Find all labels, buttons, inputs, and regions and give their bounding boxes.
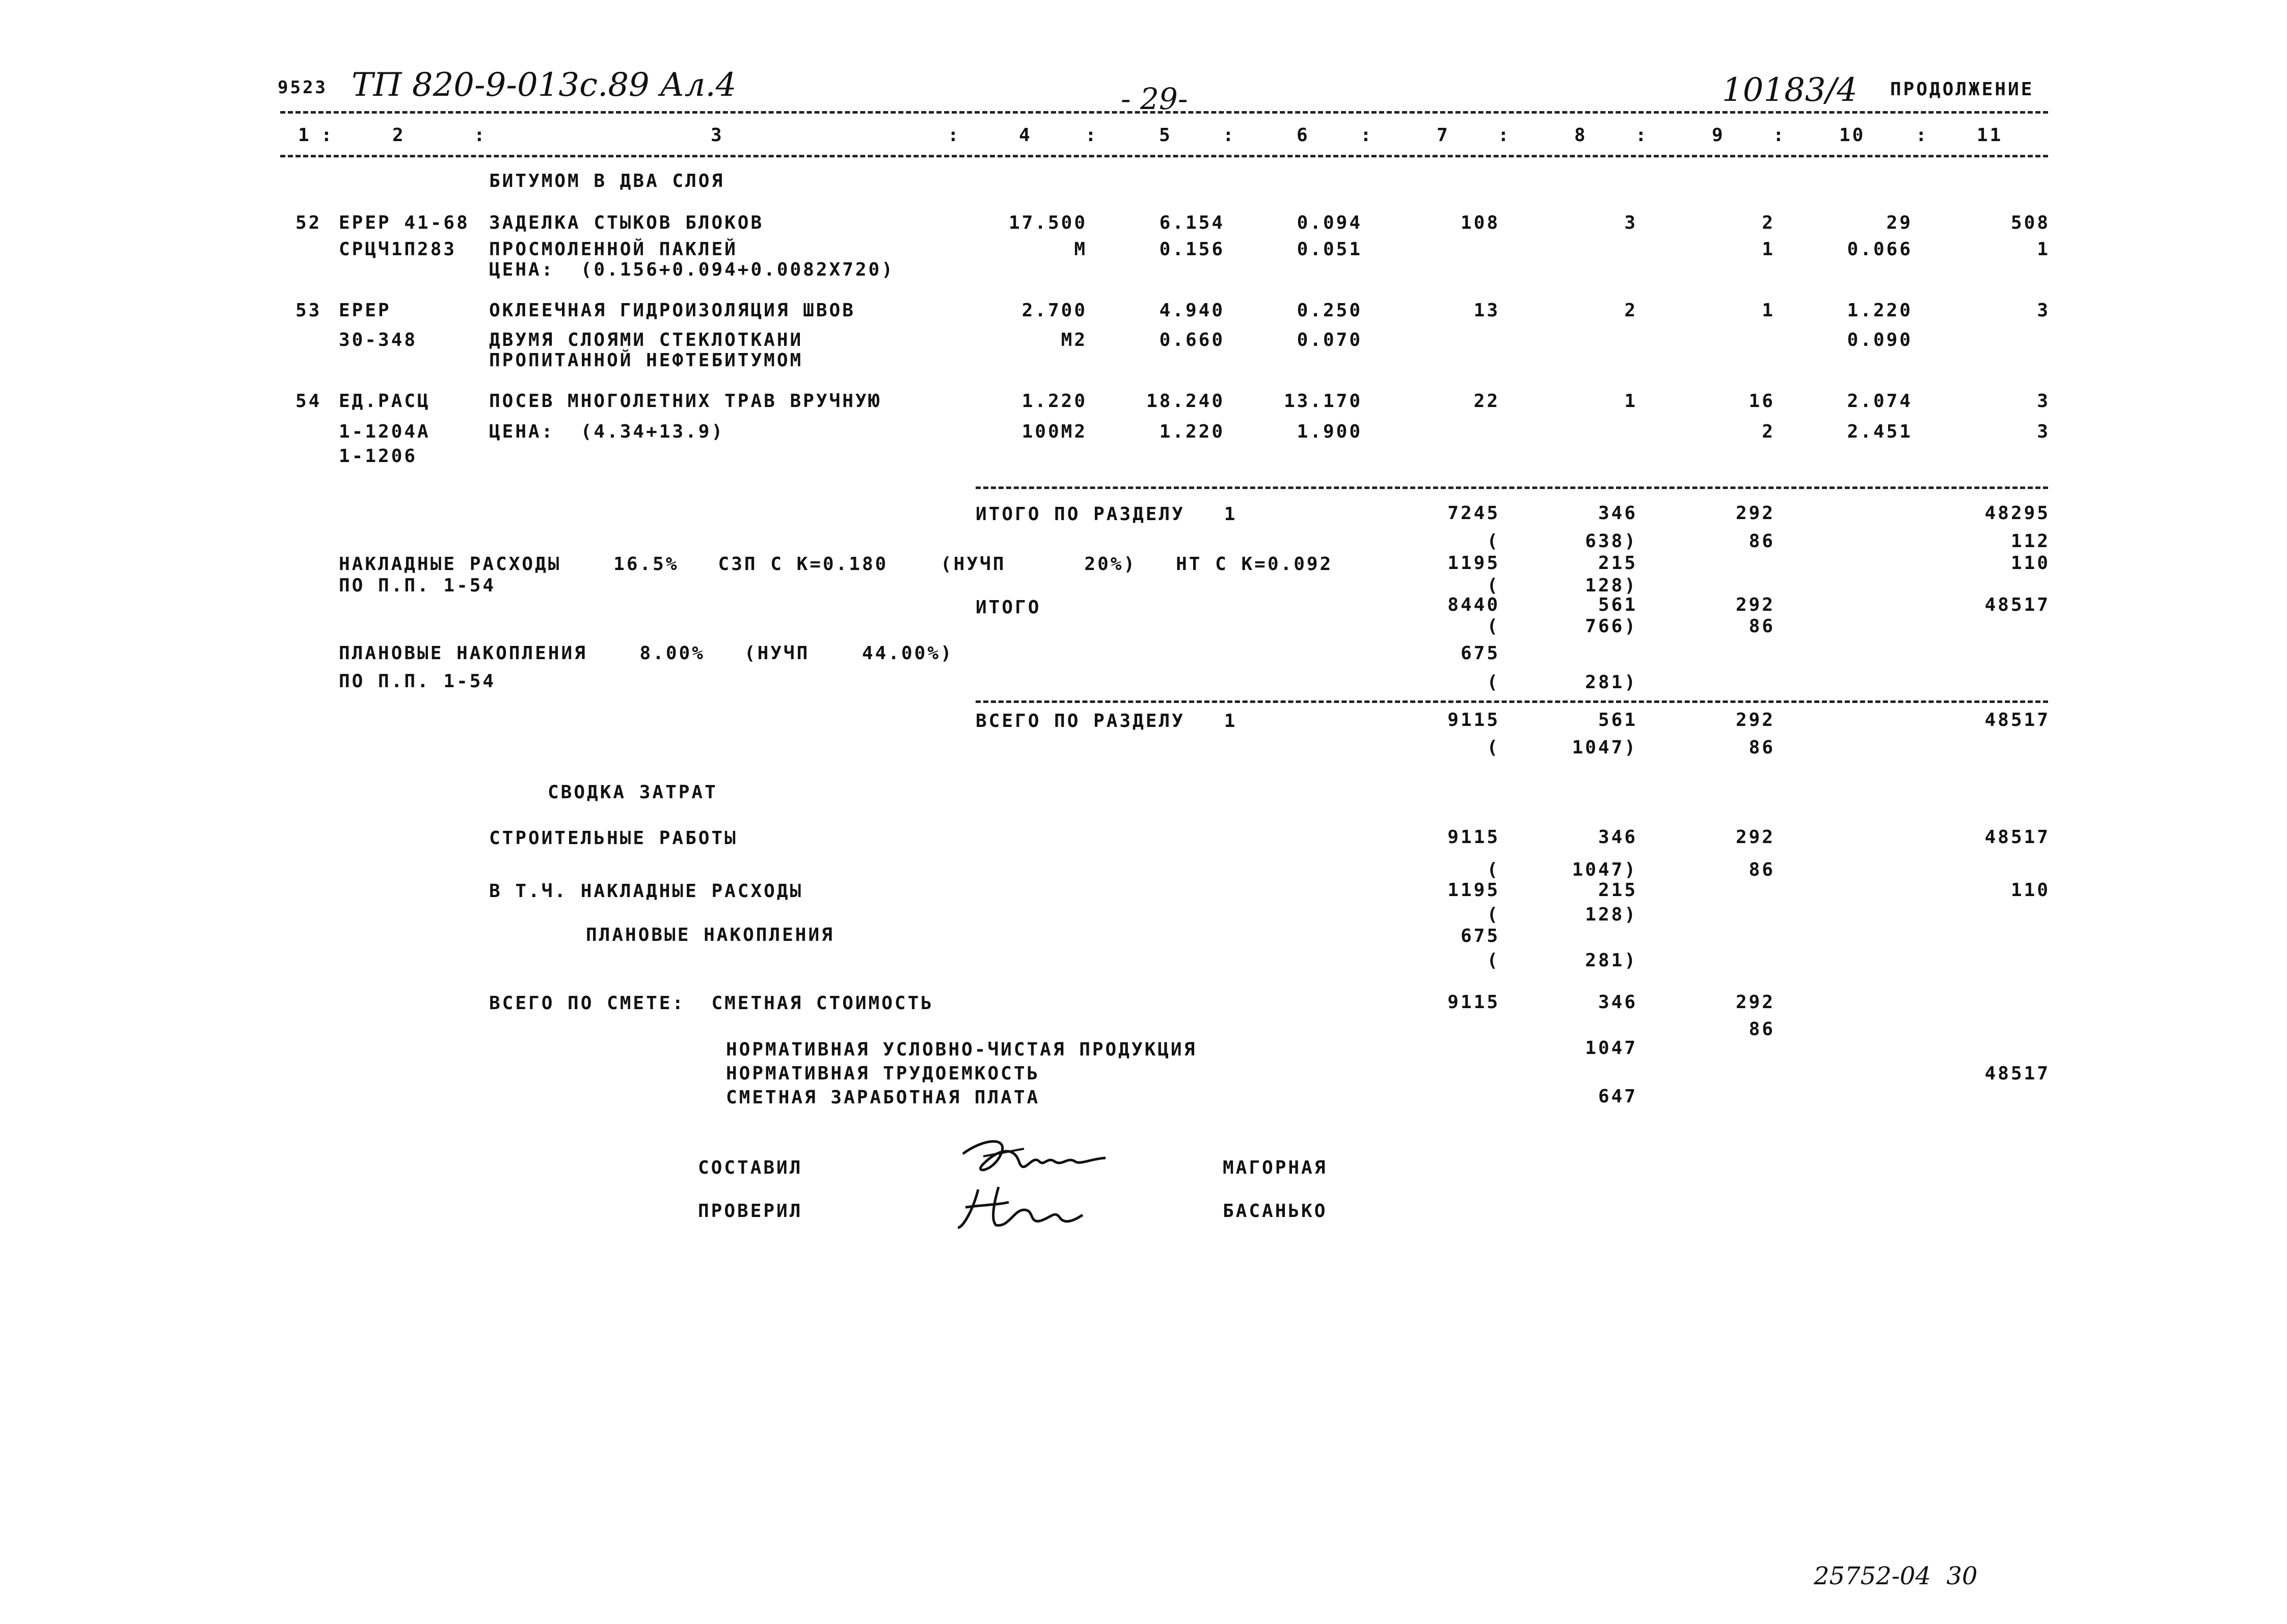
cell-c7: 108: [1460, 212, 1500, 233]
cell-c8: 346: [1598, 503, 1637, 524]
cell-c7: 9115: [1447, 827, 1500, 848]
cell-c8: 281): [1585, 950, 1637, 971]
cell-c8: 128): [1585, 575, 1637, 596]
cell-c9: 292: [1735, 827, 1775, 848]
row-name: ПОСЕВ МНОГОЛЕТНИХ ТРАВ ВРУЧНУЮ: [489, 391, 882, 412]
row-code: СРЦЧ1П283: [339, 239, 457, 260]
cell-c7: (: [1487, 950, 1500, 971]
row-code: 1-1206: [339, 446, 418, 467]
cell-c11: 508: [2010, 212, 2050, 233]
cell-c11: 3: [2037, 300, 2050, 321]
checked-by-label: ПРОВЕРИЛ: [698, 1201, 803, 1222]
cell-c10: 29: [1886, 212, 1913, 233]
archive-code: 25752-04 30: [1814, 1562, 1978, 1590]
cell-c7: 13: [1473, 300, 1500, 321]
summary-label: ПЛАНОВЫЕ НАКОПЛЕНИЯ: [586, 925, 835, 945]
row-code: 30-348: [339, 330, 418, 350]
cell-c9: 86: [1748, 531, 1775, 552]
cell-c7: (: [1487, 904, 1500, 925]
cell-c8: 1047: [1585, 1038, 1637, 1059]
section-total-label: ИТОГО ПО РАЗДЕЛУ 1: [976, 504, 1237, 525]
cell-c11: 48517: [1984, 1063, 2050, 1084]
cell-c8: 647: [1598, 1086, 1637, 1107]
cell-c9: 292: [1735, 710, 1775, 730]
row-code: ЕРЕР 41-68: [339, 212, 470, 233]
cell-c10: 2.074: [1847, 391, 1913, 412]
price-formula: ЦЕНА: (4.34+13.9): [489, 421, 725, 442]
cell-c8: 128): [1585, 904, 1637, 925]
cell-c8: 281): [1585, 672, 1637, 693]
stamp-number: 9523: [278, 77, 328, 98]
row-code: ЕРЕР: [339, 300, 391, 321]
continuation-label: ПРОДОЛЖЕНИЕ: [1890, 79, 2034, 100]
column-header: 6: [1297, 125, 1310, 146]
cell-c11: 112: [2010, 531, 2050, 552]
summary-title: СВОДКА ЗАТРАТ: [548, 782, 718, 803]
subtotal-label: ИТОГО: [976, 597, 1041, 618]
row-code: ЕД.РАСЦ: [339, 391, 431, 412]
row-code: 1-1204А: [339, 421, 431, 442]
cell-c7: 675: [1460, 926, 1500, 946]
cell-c8: 1: [1624, 391, 1637, 412]
cell-c4: 2.700: [1021, 300, 1087, 321]
header-rule-top: [280, 111, 2048, 114]
cell-c6: 0.250: [1297, 300, 1362, 321]
row-name: ПРОСМОЛЕННОЙ ПАКЛЕЙ: [489, 239, 738, 260]
column-header: 4: [1019, 125, 1032, 146]
cell-c8: 215: [1598, 880, 1637, 901]
cell-c5: 6.154: [1159, 212, 1225, 233]
overhead-scope: ПО П.П. 1-54: [339, 575, 496, 596]
column-header: 10: [1839, 125, 1866, 146]
cell-c8: 2: [1624, 300, 1637, 321]
cell-c5: 0.660: [1159, 330, 1225, 350]
cell-c8: 346: [1598, 827, 1637, 848]
cell-c4: М2: [1061, 330, 1087, 350]
cell-c7: 1195: [1447, 553, 1500, 574]
cell-c6: 0.070: [1297, 330, 1362, 350]
planned-savings-label: ПЛАНОВЫЕ НАКОПЛЕНИЯ 8.00% (НУЧП 44.00%): [339, 643, 954, 664]
cell-c5: 4.940: [1159, 300, 1225, 321]
row-name: ДВУМЯ СЛОЯМИ СТЕКЛОТКАНИ: [489, 330, 803, 350]
row-number: 53: [295, 300, 322, 321]
cell-c7: (: [1487, 531, 1500, 552]
cell-c8: 561: [1598, 710, 1637, 730]
cell-c9: 2: [1762, 421, 1775, 442]
cell-c11: 3: [2037, 421, 2050, 442]
cell-c7: 7245: [1447, 503, 1500, 524]
cell-c4: М: [1074, 239, 1087, 260]
cell-c11: 48295: [1984, 503, 2050, 524]
cell-c6: 13.170: [1283, 391, 1362, 412]
column-header: 7: [1437, 125, 1450, 146]
column-header: 5: [1159, 125, 1172, 146]
section-total-rule: [976, 700, 2048, 703]
column-header: 1: [298, 125, 311, 146]
compiler-name: МАГОРНАЯ: [1223, 1157, 1328, 1178]
summary-label: НОРМАТИВНАЯ ТРУДОЕМКОСТЬ: [726, 1063, 1040, 1084]
cell-c8: 561: [1598, 594, 1637, 615]
cell-c6: 0.051: [1297, 239, 1362, 260]
cell-c5: 0.156: [1159, 239, 1225, 260]
cell-c9: 292: [1735, 992, 1775, 1013]
summary-label: НОРМАТИВНАЯ УСЛОВНО-ЧИСТАЯ ПРОДУКЦИЯ: [726, 1039, 1197, 1060]
cell-c9: 1: [1762, 239, 1775, 260]
cell-c7: (: [1487, 859, 1500, 880]
cell-c9: 86: [1748, 859, 1775, 880]
cell-c9: 1: [1762, 300, 1775, 321]
column-header: 9: [1712, 125, 1725, 146]
cell-c8: 766): [1585, 616, 1637, 637]
cell-c6: 0.094: [1297, 212, 1362, 233]
document-code: ТП 820-9-013с.89 Ал.4: [352, 66, 737, 104]
cell-c7: (: [1487, 672, 1500, 693]
cell-c9: 86: [1748, 737, 1775, 758]
cell-c7: (: [1487, 616, 1500, 637]
cell-c7: 1195: [1447, 880, 1500, 901]
cell-c11: 48517: [1984, 710, 2050, 730]
cell-c11: 3: [2037, 391, 2050, 412]
row-number: 52: [295, 212, 322, 233]
summary-label: СТРОИТЕЛЬНЫЕ РАБОТЫ: [489, 828, 738, 849]
row-number: 54: [295, 391, 322, 412]
cell-c10: 2.451: [1847, 421, 1913, 442]
cell-c10: 0.066: [1847, 239, 1913, 260]
cell-c9: 86: [1748, 616, 1775, 637]
overhead-label: НАКЛАДНЫЕ РАСХОДЫ 16.5% СЗП С К=0.180 (НУЧП 20%) НТ С К=0.092: [339, 554, 1333, 575]
cell-c9: 292: [1735, 503, 1775, 524]
column-header: 2: [392, 125, 406, 146]
cell-c9: 86: [1748, 1019, 1775, 1040]
row-name: ПРОПИТАННОЙ НЕФТЕБИТУМОМ: [489, 350, 803, 371]
compiled-by-label: СОСТАВИЛ: [698, 1157, 803, 1178]
cell-c11: 1: [2037, 239, 2050, 260]
summary-label: СМЕТНАЯ ЗАРАБОТНАЯ ПЛАТА: [726, 1087, 1040, 1108]
cell-c4: 100М2: [1021, 421, 1087, 442]
row-name: ЗАДЕЛКА СТЫКОВ БЛОКОВ: [489, 212, 764, 233]
cell-c7: (: [1487, 737, 1500, 758]
planned-savings-scope: ПО П.П. 1-54: [339, 671, 496, 692]
cell-c8: 1047): [1572, 859, 1637, 880]
cell-c9: 16: [1748, 391, 1775, 412]
cell-c11: 48517: [1984, 594, 2050, 615]
cell-c8: 346: [1598, 992, 1637, 1013]
cell-c8: 3: [1624, 212, 1637, 233]
checker-signature: [953, 1179, 1106, 1235]
cell-c7: 675: [1460, 643, 1500, 664]
cell-c10: 1.220: [1847, 300, 1913, 321]
inventory-number: 10183/4: [1722, 71, 1858, 109]
cell-c10: 0.090: [1847, 330, 1913, 350]
header-rule-bottom: [280, 155, 2048, 157]
cell-c7: (: [1487, 575, 1500, 596]
column-header: 11: [1977, 125, 2003, 146]
summary-label: В Т.Ч. НАКЛАДНЫЕ РАСХОДЫ: [489, 881, 803, 902]
cell-c6: 1.900: [1297, 421, 1362, 442]
cell-c11: 110: [2010, 553, 2050, 574]
totals-rule: [976, 486, 2048, 489]
price-formula: ЦЕНА: (0.156+0.094+0.0082Х720): [489, 259, 895, 280]
section-grand-total-label: ВСЕГО ПО РАЗДЕЛУ 1: [976, 711, 1237, 732]
cell-c7: 9115: [1447, 710, 1500, 730]
cell-c11: 110: [2010, 880, 2050, 901]
cell-c5: 1.220: [1159, 421, 1225, 442]
column-header: 8: [1574, 125, 1588, 146]
estimate-total-label: ВСЕГО ПО СМЕТЕ: СМЕТНАЯ СТОИМОСТЬ: [489, 993, 934, 1014]
cell-c8: 215: [1598, 553, 1637, 574]
cell-c7: 8440: [1447, 594, 1500, 615]
cell-c11: 48517: [1984, 827, 2050, 848]
cell-c8: 638): [1585, 531, 1637, 552]
cell-c8: 1047): [1572, 737, 1637, 758]
row-name: ОКЛЕЕЧНАЯ ГИДРОИЗОЛЯЦИЯ ШВОВ: [489, 300, 855, 321]
cell-c9: 292: [1735, 594, 1775, 615]
column-header: 3: [711, 125, 724, 146]
cell-c7: 22: [1473, 391, 1500, 412]
cell-c9: 2: [1762, 212, 1775, 233]
row-text: БИТУМОМ В ДВА СЛОЯ: [489, 171, 725, 192]
cell-c5: 18.240: [1146, 391, 1225, 412]
checker-name: БАСАНЬКО: [1223, 1201, 1328, 1222]
cell-c4: 1.220: [1021, 391, 1087, 412]
cell-c7: 9115: [1447, 992, 1500, 1013]
page-number: - 29-: [1121, 82, 1188, 116]
cell-c4: 17.500: [1008, 212, 1087, 233]
